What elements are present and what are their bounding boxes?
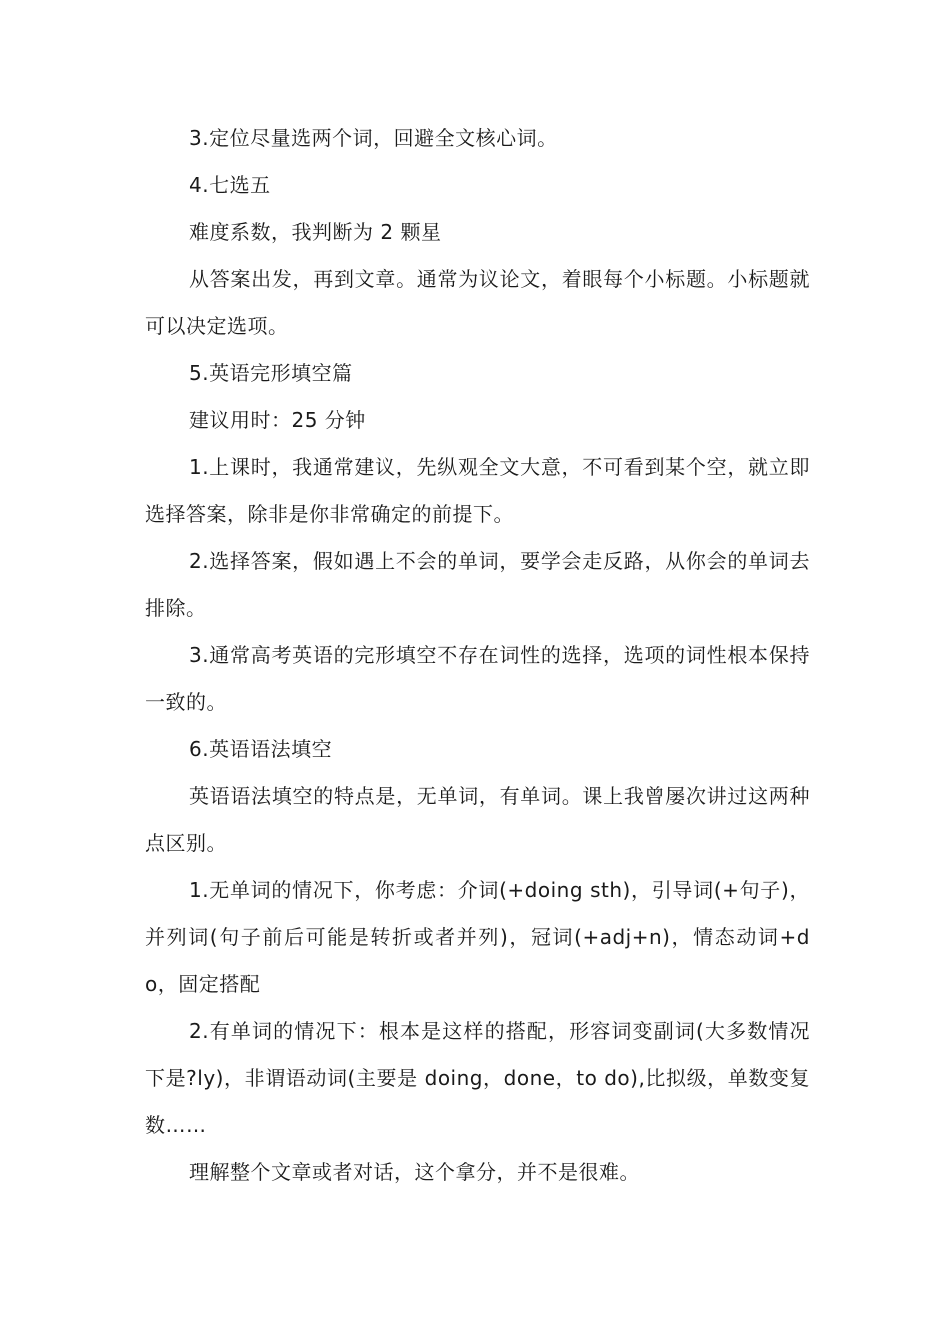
- section-heading: 6.英语语法填空: [189, 737, 333, 761]
- paragraph: 2.选择答案，假如遇上不会的单词，要学会走反路，从你会的单词去排除。: [145, 549, 810, 620]
- paragraph: 3.通常高考英语的完形填空不存在词性的选择，选项的词性根本保持一致的。: [145, 643, 810, 714]
- paragraph: 1.上课时，我通常建议，先纵观全文大意，不可看到某个空，就立即选择答案，除非是你非常确定的前提下。: [145, 455, 810, 526]
- paragraph: 理解整个文章或者对话，这个拿分，并不是很难。: [189, 1160, 640, 1184]
- document-body: [145, 115, 810, 1196]
- paragraph: 难度系数，我判断为 2 颗星: [189, 220, 442, 244]
- section-heading: 4.七选五: [189, 173, 271, 197]
- section-heading: 5.英语完形填空篇: [189, 361, 353, 385]
- paragraph: 建议用时：25 分钟: [189, 408, 366, 432]
- paragraph: 1.无单词的情况下，你考虑：介词(+doing sth)，引导词(+句子)，并列词(句子前后可能是转折或者并列)，冠词(+adj+n)，情态动词+do，固定搭配: [145, 878, 810, 996]
- paragraph: 3.定位尽量选两个词，回避全文核心词。: [189, 126, 558, 150]
- paragraph: 2.有单词的情况下：根本是这样的搭配，形容词变副词(大多数情况下是?ly)，非谓语动词(主要是 doing，done，to do),比拟级，单数变复数……: [145, 1019, 810, 1137]
- paragraph: 英语语法填空的特点是，无单词，有单词。课上我曾屡次讲过这两种点区别。: [145, 784, 810, 855]
- paragraph: 从答案出发，再到文章。通常为议论文，着眼每个小标题。小标题就可以决定选项。: [145, 267, 810, 338]
